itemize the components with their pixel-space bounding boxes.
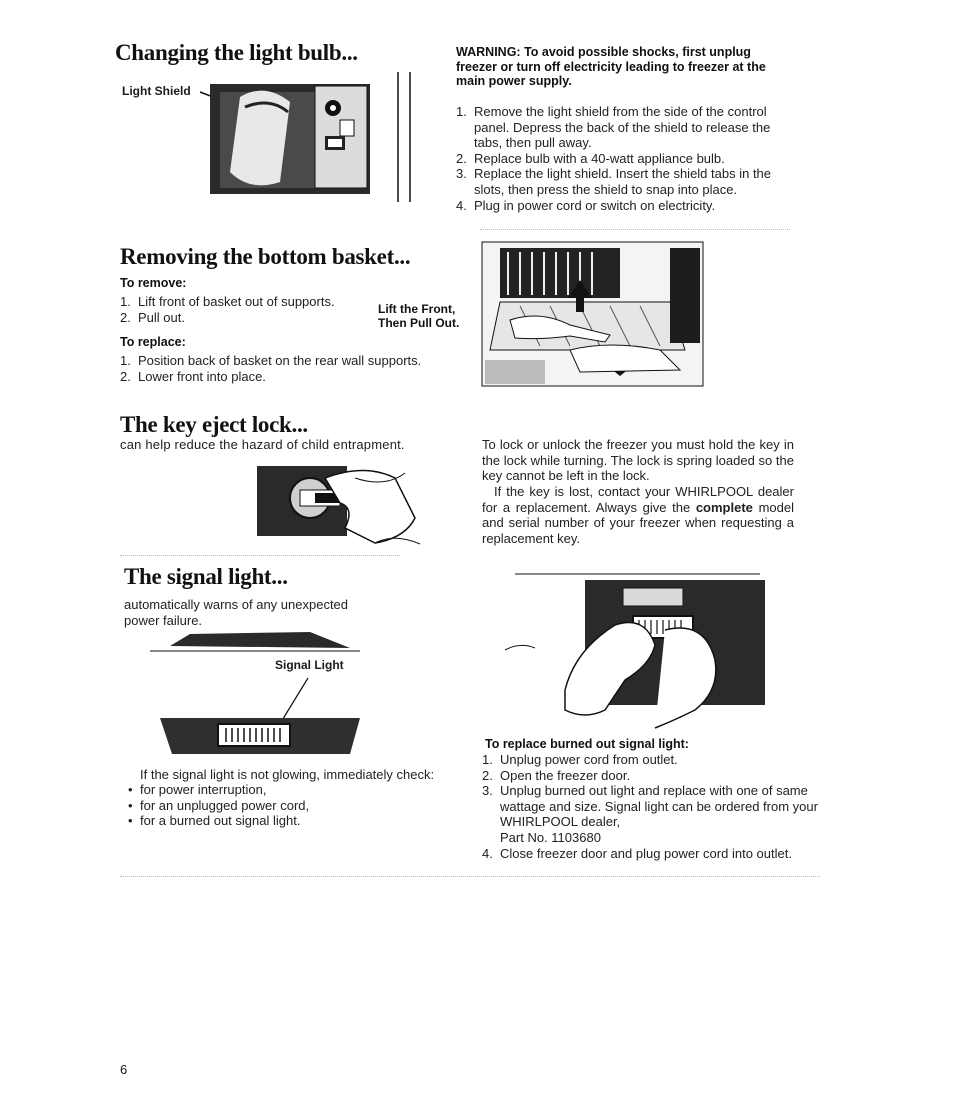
list-item: Part No. 1103680 [500, 829, 601, 845]
divider [480, 229, 790, 231]
warning-text: To avoid possible shocks, first unplug freezer or turn off electricity leading to freezer at the main power supply. [456, 45, 766, 88]
list-item: 2. Open the freezer door. [482, 767, 631, 783]
section-heading-signal-light: The signal light... [124, 564, 288, 589]
section-heading-key-lock: The key eject lock... [120, 412, 308, 437]
divider [120, 555, 400, 557]
section-heading-basket: Removing the bottom basket... [120, 244, 411, 269]
list-item: 3. Replace the light shield. Insert the shield tabs in the slots, then press the shield to snap into place. [456, 166, 772, 197]
section-heading-light-bulb: Changing the light bulb... [115, 40, 358, 65]
list-item: 2. Pull out. [120, 309, 185, 325]
lock-paragraph-2: If the key is lost, contact your WHIRLPOOL dealer for a replacement. Always give the complete model and serial number of your freezer when requesting a replacement key. [482, 484, 794, 546]
signal-light-illustration [160, 674, 365, 756]
lock-paragraph-1: To lock or unlock the freezer you must hold the key in the lock while turning. The lock is spring loaded so the key cannot be left in the lock. [482, 437, 794, 484]
list-item: • for an unplugged power cord, [126, 798, 446, 814]
signal-checks [126, 782, 446, 829]
list-item: 2. Replace bulb with a 40-watt appliance bulb. [456, 150, 725, 166]
to-replace-label: To replace: [120, 335, 186, 349]
light-bulb-steps [456, 104, 791, 213]
warning-lead: WARNING: [456, 45, 521, 59]
list-item: 4. Plug in power cord or switch on electricity. [456, 197, 716, 213]
list-item: • for a burned out signal light. [126, 813, 446, 829]
key-lock-illustration [255, 458, 430, 546]
list-item: 1. Unplug power cord from outlet. [482, 752, 678, 767]
to-remove-label: To remove: [120, 276, 187, 290]
basket-callout: Lift the Front, Then Pull Out. [378, 302, 460, 330]
lock-intro: can help reduce the hazard of child entrapment. [120, 437, 405, 452]
page-number: 6 [120, 1062, 128, 1077]
list-item: 4. Close freezer door and plug power cord into outlet. [482, 845, 792, 861]
light-shield-callout: Light Shield [122, 84, 191, 98]
list-item: 1. Position back of basket on the rear wall supports. [120, 353, 422, 368]
signal-replace-steps [482, 752, 822, 861]
basket-remove-steps [120, 294, 365, 325]
list-item: 2. Lower front into place. [120, 368, 266, 384]
signal-check-intro: If the signal light is not glowing, immediately check: [140, 767, 435, 782]
light-bulb-illustration [170, 72, 420, 207]
warning-block [456, 45, 791, 89]
signal-intro: automatically warns of any unexpected power failure. [124, 597, 349, 628]
signal-light-callout: Signal Light [275, 658, 344, 672]
signal-light-replace-illustration [505, 570, 770, 730]
signal-panel-top-illustration [150, 626, 370, 656]
replace-signal-heading: To replace burned out signal light: [485, 737, 689, 751]
list-item: 1. Remove the light shield from the side of the control panel. Depress the back of the shield to release the tabs, then pull away. [456, 104, 771, 151]
list-item: 3. Unplug burned out light and replace with one of same wattage and size. Signal light can be ordered from your WHIRLPOOL dealer, [482, 783, 818, 830]
divider [120, 876, 820, 878]
basket-replace-steps [120, 353, 460, 384]
list-item: 1. Lift front of basket out of supports. [120, 294, 335, 309]
list-item: • for power interruption, [126, 782, 446, 798]
basket-illustration [480, 240, 705, 388]
